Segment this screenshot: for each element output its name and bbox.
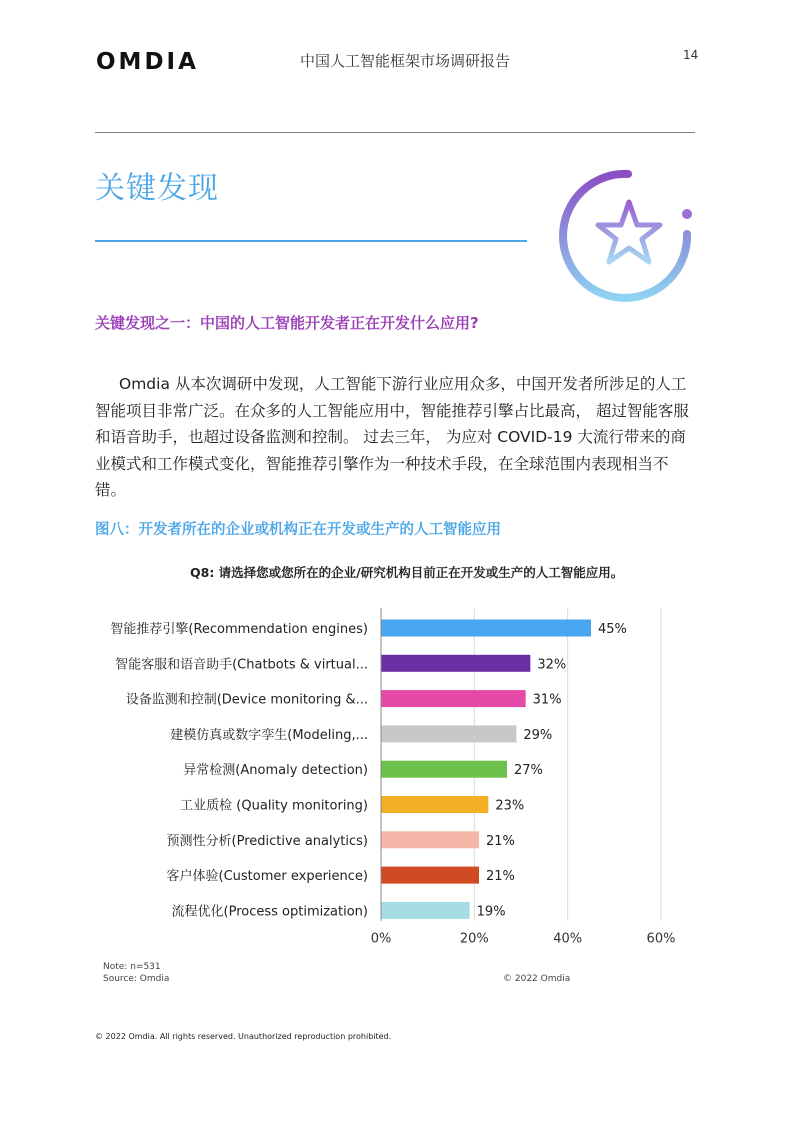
figure-title: 图八：开发者所在的企业或机构正在开发或生产的人工智能应用 [95, 522, 501, 538]
bar [381, 620, 591, 637]
header-divider [95, 132, 695, 133]
bar [381, 796, 488, 813]
value-label: 23% [495, 798, 525, 814]
value-label: 19% [476, 904, 506, 920]
category-label: 异常检测(Anomaly detection) [183, 763, 368, 779]
bar [381, 831, 479, 848]
category-label: 预测性分析(Predictive analytics) [166, 833, 368, 849]
value-label: 27% [514, 763, 543, 779]
value-label: 29% [523, 727, 553, 743]
category-label: 智能推荐引擎(Recommendation engines) [110, 622, 368, 637]
bar [381, 867, 479, 884]
bar [381, 761, 507, 778]
value-label: 31% [532, 692, 562, 708]
finding-heading: 关键发现之一：中国的人工智能开发者正在开发什么应用? [95, 314, 479, 332]
bar [381, 725, 516, 742]
x-tick-label: 40% [553, 931, 583, 947]
value-label: 45% [598, 622, 627, 637]
value-label: 32% [537, 657, 567, 673]
bar [381, 690, 526, 707]
chart-source: Source: Omdia [103, 974, 170, 984]
section-divider [95, 240, 527, 242]
bar [381, 902, 470, 919]
category-label: 设备监测和控制(Device monitoring &... [125, 692, 368, 708]
finding-paragraph: Omdia 从本次调研中发现，人工智能下游行业应用众多，中国开发者所涉足的人工智能项目非常广泛。在众多的人工智能应用中，智能推荐引擎占比最高， 超过智能客服和语音助手，也超过设备监测和控制。 过去三年， 为应对 COVID-19 大流行带来的商业模式和工作模式变化，智能推荐引擎作为一种技术手段，在全球范围内表现相当不错。 [95, 375, 689, 499]
category-label: 智能客服和语音助手(Chatbots & virtual... [115, 657, 368, 673]
bar [381, 655, 530, 672]
value-label: 21% [486, 869, 515, 885]
page-number: 14 [683, 48, 699, 62]
x-tick-label: 20% [459, 931, 489, 947]
section-title: 关键发现 [95, 171, 219, 206]
category-label: 工业质检 (Quality monitoring) [180, 798, 368, 814]
category-label: 建模仿真或数字孪生(Modeling,... [170, 727, 368, 743]
star-icon [550, 164, 698, 302]
x-tick-label: 60% [646, 931, 676, 947]
value-label: 21% [486, 833, 515, 849]
category-label: 流程优化(Process optimization) [171, 904, 368, 920]
x-tick-label: 0% [370, 931, 392, 947]
chart-copyright: © 2022 Omdia [503, 974, 571, 984]
omdia-logo [96, 48, 204, 74]
category-label: 客户体验(Customer experience) [166, 869, 368, 885]
omdia-logo-text: OMDIA [96, 49, 199, 74]
report-title: 中国人工智能框架市场调研报告 [300, 52, 511, 70]
chart-note: Note: n=531 [103, 962, 161, 972]
chart-title: Q8: 请选择您或您所在的企业/研究机构目前正在开发或生产的人工智能应用。 [190, 565, 624, 580]
bar-chart [95, 560, 695, 990]
copyright-footer: © 2022 Omdia. All rights reserved. Unauthorized reproduction prohibited. [95, 1032, 392, 1041]
